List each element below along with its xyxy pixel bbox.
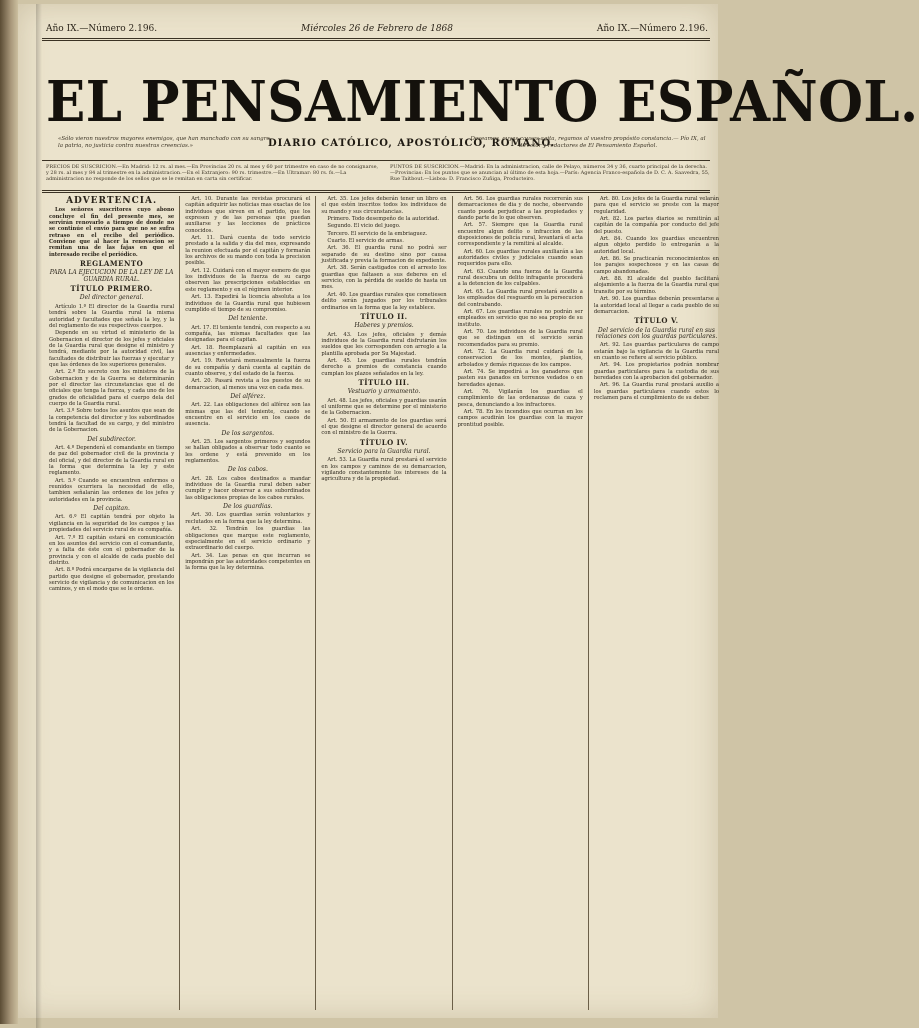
paragraph: Art. 11. Dará cuenta de todo servicio prestado a la salida y dia del mes, expresando la reunion efectuada por el capitán y formarán los archivos de su mando con toda la precision posible. bbox=[185, 235, 311, 267]
masthead-subtitle: DIARIO CATÓLICO, APOSTÓLICO, ROMANO. bbox=[268, 138, 556, 149]
masthead-title: EL PENSAMIENTO ESPAÑOL. bbox=[46, 69, 919, 135]
reglamento-subheading: PARA LA EJECUCION DE LA LEY DE LA GUARDIA RURAL. bbox=[49, 269, 174, 283]
director-heading: Del director general. bbox=[79, 294, 144, 302]
paragraph: Art. 18. Reemplazará al capitán en sus ausencias y enfermedades. bbox=[185, 344, 311, 357]
paragraph: Art. 28. Los cabos destinados a mandar individuos de la Guardia rural deben saber cumplir y hacer observar a sus subordinados las obligaciones propias de los cabos rurales. bbox=[185, 475, 311, 501]
paragraph: Art. 20. Pasará revista a los puestos de su demarcacion, al menos una vez en cada mes. bbox=[185, 378, 311, 391]
info-rule-bottom-2 bbox=[42, 192, 710, 193]
paragraph: Art. 45. Los guardias rurales tendrán derecho a premios de constancia cuando cumplan los plazos señalados en la ley. bbox=[321, 357, 447, 377]
paragraph: Art. 13. Expedirá la licencia absoluta a los individuos de la Guardia rural que hubiesen cumplido el tiempo de su compromiso. bbox=[185, 294, 311, 313]
paragraph: Art. 43. Los jefes, oficiales y demás individuos de la Guardia rural disfrutarán los sueldos que les corresponden con arreglo a la plantilla aprobada por Su Majestad. bbox=[321, 331, 447, 357]
issue-date: Miércoles 26 de Febrero de 1868 bbox=[300, 24, 454, 34]
guardas-heading: Del servicio de la Guardia rural en sus relaciones con los guardas particulares. bbox=[595, 326, 718, 340]
motto-right: Deseamos, cuyas causas agita, regamos al vuestro propósito constancia.— Pío IX, al director y redactores de El Pensamiento Español. bbox=[470, 136, 706, 149]
paragraph: Art. 19. Revistará mensualmente la fuerza de su compañía y dará cuenta al capitán de cuanto observe, y del estado de la fuerza. bbox=[185, 358, 311, 377]
info-rule-top bbox=[42, 160, 710, 161]
column-2 bbox=[179, 196, 315, 1010]
subdirector-heading: Del subdirector. bbox=[87, 435, 136, 443]
paragraph: Art. 22. Las obligaciones del alférez son las mismas que las del teniente, cuando se encuentre en el servicio en los casos de ausencia. bbox=[185, 402, 311, 428]
cabos-heading: De los cabos. bbox=[227, 466, 268, 474]
paragraph: Primero. Todo desempeño de la autoridad. bbox=[327, 216, 440, 223]
titulo-iii-heading: TÍTULO III. bbox=[358, 377, 410, 387]
paragraph: Art. 10. Durante las revistas procurará el capitán adquirir las noticias mas exactas de los individuos que sirven en el partido, que los expresen y de las personas que puedan auxiliarse y las lecciones de prácticos conocidos. bbox=[185, 196, 311, 234]
servicio-heading: Servicio para la Guardia rural. bbox=[337, 448, 431, 456]
paragraph: Art. 88. El alcalde del pueblo facilitará alojamiento a la fuerza de la Guardia rural que transite por su término. bbox=[593, 276, 720, 295]
column-1 bbox=[44, 196, 179, 1010]
paragraph: Art. 2.º En secreto con los ministros de la Gobernacion y de la Guerra se determinarán por el director las circunstancias que el de oficiales que tenga la fuerza, y cada uno de los grados de oficialidad para el cuerpo dela del cuerpo de la Guardia rural. bbox=[49, 369, 175, 407]
paragraph: Art. 4.º Dependerá el comandante en tiempo de paz del gobernador civil de la provincia y del oficial, y del director de la Guardia rural en la forma que determina la ley y este reglamento. bbox=[49, 445, 175, 477]
paragraph: Depende en su virtud el ministerio de la Gobernacion el director de los jefes y oficiales de la Guardia rural que designe el ministro y tendrá, mediante por la autoridad civil, las facultades de distribuir las fuerzas y ejecutar y que las órdenes de los superiores generales. bbox=[49, 330, 175, 368]
paragraph: Art. 56. Los guardias rurales recorrerán sus demarcaciones de dia y de noche, observando cuanto pueda perjudicar a las propiedades y dando parte de lo que observen. bbox=[457, 196, 583, 222]
paragraph: Artículo 1.º El director de la Guardia rural tendrá sobre la Guardia rural la misma autoridad y facultades que señala la ley, y la del reglamento de sus respectivos cuerpos. bbox=[49, 303, 175, 329]
paragraph: Art. 25. Los sargentos primeros y segundos se hallan obligados a observar todo cuanto se les ordene y está prevenido en los reglamentos. bbox=[185, 439, 311, 465]
capitan-heading: Del capitan. bbox=[93, 505, 130, 513]
paragraph: Art. 92. Los guardas particulares de campo estarán bajo la vigilancia de la Guardia rural en cuanto se refiere al servicio público. bbox=[593, 342, 720, 361]
paragraph: Art. 72. La Guardia rural cuidará de la conservacion de los montes, plantíos, arbolados y demás riquezas de los campos. bbox=[457, 348, 583, 368]
reglamento-heading: REGLAMENTO bbox=[79, 259, 144, 269]
paragraph: Art. 94. Los propietarios podrán nombrar guardas particulares para la custodia de sus heredades con la aprobacion del gobernador. bbox=[593, 362, 720, 381]
article-columns bbox=[44, 196, 724, 1010]
haberes-heading: Haberes y premios. bbox=[354, 322, 414, 330]
titulo-iv-heading: TÍTULO IV. bbox=[359, 437, 409, 447]
subscription-prices: PRECIOS DE SUSCRICION.—En Madrid: 12 rs. al mes.—En Provincias 20 rs. al mes y 60 por trimestre en caso de no consignarse, y 28 rs. al mes y 84 al trimestre en la administracion.—En el Extranjero: 90 rs. trimestre.—En Ultramar: 80 rs. fs.—La administracion no responde de los sellos que se le remitan en carta sin certificar. bbox=[46, 164, 379, 182]
alferez-heading: Del alférez. bbox=[230, 392, 266, 400]
column-4 bbox=[452, 196, 588, 1010]
paragraph: Art. 38. Serán castigados con el arresto los guardias que faltasen a sus deberes en el servicio, con la pérdida de sueldo de hasta un mes. bbox=[321, 265, 447, 291]
paragraph: Art. 17. El teniente tendrá, con respecto a su compañía, las mismas facultades que las designadas para el capitan. bbox=[185, 324, 311, 344]
paragraph: Art. 90. Los guardias deberán presentarse a la autoridad local al llegar a cada pueblo de su demarcacion. bbox=[593, 296, 720, 315]
paragraph: Art. 86. Se practicarán reconocimientos en los parajes sospechosos y en las casas de campo abandonadas. bbox=[593, 256, 720, 275]
paragraph: Tercero. El servicio de la embriaguez. bbox=[327, 230, 428, 237]
paragraph: Cuarto. El servicio de armas. bbox=[327, 238, 404, 245]
titulo-primero-heading: TÍTULO PRIMERO. bbox=[70, 284, 153, 294]
paragraph: Segundo. El vicio del juego. bbox=[327, 223, 401, 230]
paragraph: Art. 40. Los guardias rurales que cometiesen delito serán juzgados por los tribunales ordinarios en la forma que la ley establece. bbox=[321, 291, 447, 311]
paragraph: Art. 63. Cuando una fuerza de la Guardia rural descubra un delito infragante procederá a la detencion de los culpables. bbox=[457, 268, 583, 288]
paragraph: Art. 65. La Guardia rural prestará auxilio a los empleados del resguardo en la persecucion del contrabando. bbox=[457, 288, 583, 308]
sargentos-heading: De los sargentos. bbox=[221, 429, 275, 437]
paragraph: Art. 96. La Guardia rural prestará auxilio a los guardas particulares cuando estos lo reclamen para el cumplimiento de su deber. bbox=[593, 382, 720, 401]
paragraph: Art. 82. Los partes diarios se remitirán al capitán de la compañía por conducto del jefe del puesto. bbox=[593, 216, 720, 235]
paragraph: Art. 35. Los jefes deberán tener un libro en el que estén inscritos todos los individuos de su mando y sus circunstancias. bbox=[321, 196, 447, 215]
paragraph: Art. 36. El guardia rural no podrá ser separado de su destino sino por causa justificada y previa la formacion de expediente. bbox=[321, 245, 447, 265]
paragraph: Art. 48. Los jefes, oficiales y guardias usarán el uniforme que se determine por el ministerio de la Gobernacion. bbox=[321, 397, 447, 417]
paragraph: Art. 32. Tendrán los guardias las obligaciones que marque este reglamento, especialmente en el servicio ordinario y extraordinario del cuerpo. bbox=[185, 526, 311, 552]
paragraph: Art. 5.º Cuando se encuentren enfermos o reunidos ocurriera la necesidad de ello, tambien señalarán las ordenes de los jefes y autoridades en la provincia. bbox=[49, 477, 175, 503]
vestuario-heading: Vestuario y armamento. bbox=[347, 388, 421, 396]
paragraph: Art. 30. Los guardias serán voluntarios y reclutados en la forma que la ley determina. bbox=[185, 512, 311, 525]
paragraph: Art. 60. Los guardias rurales auxiliarán a las autoridades civiles y judiciales cuando sean requeridos para ello. bbox=[457, 248, 583, 268]
subscription-points: PUNTOS DE SUSCRICION.—Madrid: En la administracion, calle de Pelayo, números 34 y 36, cuarto principal de la derecha. —Provincias: En los puntos que se anuncian al último de esta hoja.—París: Agencia Franco-española de D. C. A. Saavedra, 55, Rue Taitbout.—Lisboa: D. Francisco Zuñiga, Producteiro. bbox=[390, 164, 710, 182]
issue-line bbox=[46, 24, 708, 34]
paragraph: Art. 3.º Sobre todos los asuntos que sean de la competencia del director y los subordinados tendrá la facultad de su cargo, y del ministro de la Gobernacion. bbox=[49, 408, 175, 434]
issue-number-right: Año IX.—Número 2.196. bbox=[596, 24, 708, 34]
advertencia-heading: ADVERTENCIA. bbox=[66, 196, 158, 206]
paragraph: Art. 8.º Podrá encargarse de la vigilancia del partido que designe el gobernador, prestando servicio de vigilancia y de comunicacion en los caminos, y en el modo que se le ordene. bbox=[49, 567, 175, 593]
paragraph: Art. 74. Se impedirá a los ganaderos que pasten sus ganados en terrenos vedados o en heredades ajenas. bbox=[457, 368, 583, 388]
paragraph: Art. 84. Cuando los guardias encuentren algun objeto perdido lo entregarán a la autoridad local. bbox=[593, 236, 720, 255]
page-fold-shadow bbox=[36, 4, 42, 1028]
paragraph: Art. 50. El armamento de los guardias será el que designe el director general de acuerdo con el ministro de la Guerra. bbox=[321, 417, 447, 437]
motto-left: «Sólo vieron nuestros mayores enemigos, que han manchado con su sangre la patria, no justicia contra nuestras creencias.» bbox=[58, 136, 270, 149]
paragraph: Art. 53. La Guardia rural prestará el servicio en los campos y caminos de su demarcacion, vigilando constantemente los intereses de la agricultura y de la propiedad. bbox=[321, 457, 447, 483]
paragraph: Art. 80. Los jefes de la Guardia rural velarán para que el servicio se preste con la mayor regularidad. bbox=[593, 196, 720, 215]
newspaper-page bbox=[18, 4, 919, 1018]
column-5 bbox=[588, 196, 724, 1010]
paragraph: Art. 6.º El capitán tendrá por objeto la vigilancia en la seguridad de los campos y las propiedades del servicio rural de su compañía. bbox=[49, 514, 175, 534]
paragraph: Art. 57. Siempre que la Guardia rural encuentre algun delito o infraccion de las disposiciones de policía rural, levantará el acta correspondiente y la remitirá al alcalde. bbox=[457, 222, 583, 248]
paragraph: Art. 7.º El capitán estará en comunicación en los asuntos del servicio con el comandante, y a falta de éste con el gobernador de la provincia y con el alcalde de cada pueblo del distrito. bbox=[49, 534, 175, 566]
issue-number-left: Año IX.—Número 2.196. bbox=[46, 24, 158, 34]
paragraph: Art. 76. Vigilarán los guardias el cumplimiento de las ordenanzas de caza y pesca, denunciando a los infractores. bbox=[457, 388, 583, 408]
column-3 bbox=[315, 196, 451, 1010]
top-rule bbox=[42, 38, 710, 39]
paragraph: Art. 12. Cuidará con el mayor esmero de que los individuos de la fuerza de su cargo observen las prescripciones establecidas en este reglamento y en el régimen interior. bbox=[185, 267, 311, 293]
titulo-ii-heading: TÍTULO II. bbox=[360, 311, 408, 321]
titulo-v-heading: TÍTULO V. bbox=[634, 316, 679, 326]
teniente-heading: Del teniente. bbox=[228, 315, 268, 323]
advertencia-text: Los señores suscritores cuyo abono concluye el fin del presente mes, se servirán renovarlo a tiempo de donde no se continúe el envío para que no se sufra retraso en el recibo del periódico. Conviene que al hacer la renovacion se remitan una de las fajas en que el interesado recibe el periódico. bbox=[49, 207, 175, 258]
paragraph: Art. 78. En los incendios que ocurran en los campos acudirán los guardias con la mayor prontitud posible. bbox=[457, 409, 583, 428]
guardias-heading: De los guardias. bbox=[223, 503, 273, 511]
top-rule-2 bbox=[42, 40, 710, 41]
book-spine bbox=[0, 0, 18, 1024]
paragraph: Art. 67. Los guardias rurales no podrán ser empleados en servicio que no sea propio de su instituto. bbox=[457, 308, 583, 328]
info-rule-bottom bbox=[42, 190, 710, 191]
paragraph: Art. 70. Los individuos de la Guardia rural que se distingan en el servicio serán recomendados para su premio. bbox=[457, 328, 583, 348]
paragraph: Art. 34. Las penas en que incurran se impondrán por las autoridades competentes en la forma que la ley determina. bbox=[185, 552, 311, 572]
